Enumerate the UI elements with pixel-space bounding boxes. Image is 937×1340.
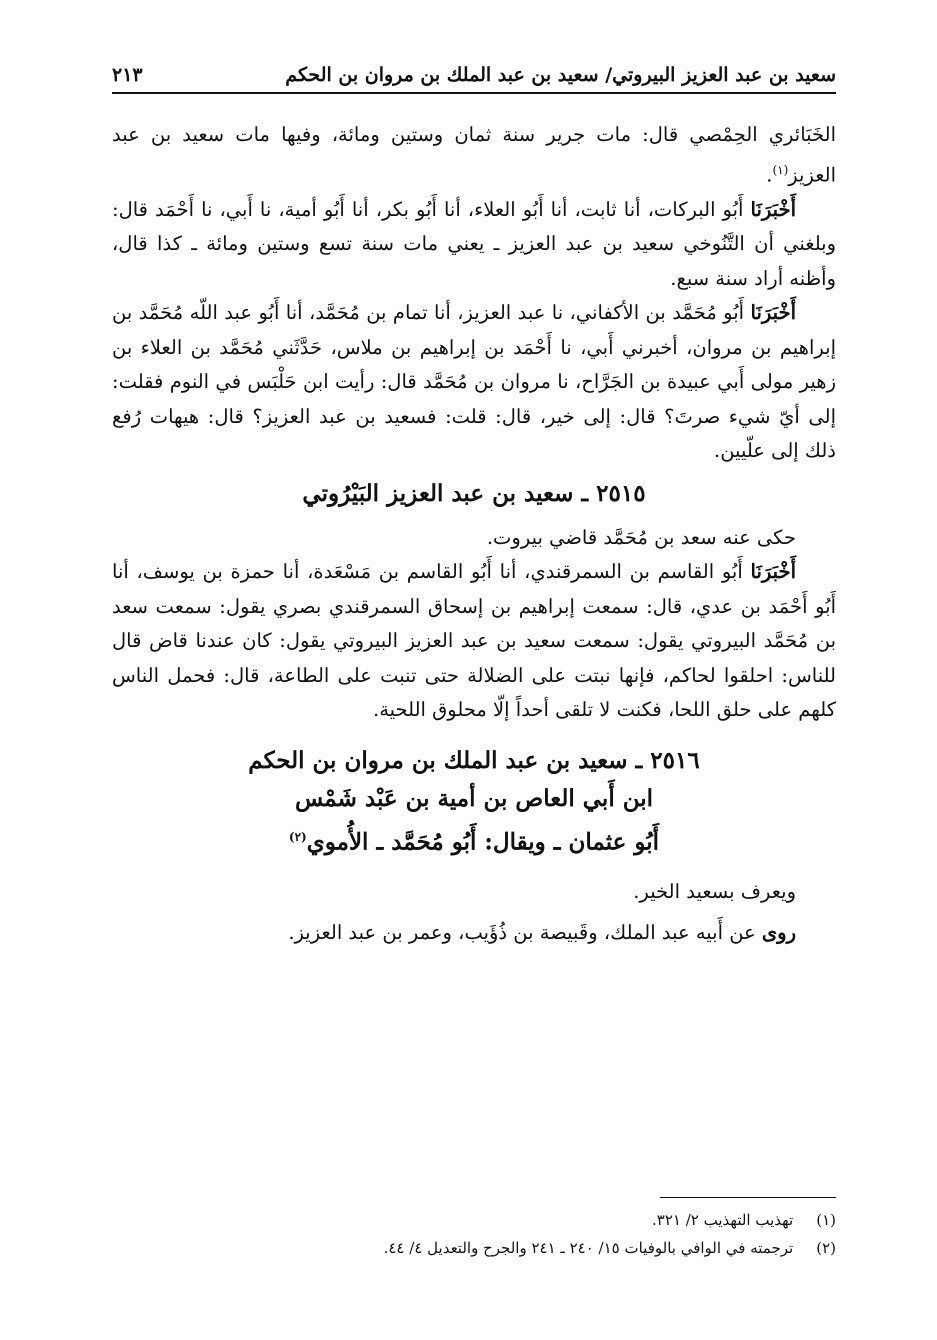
footnote-ref-1[interactable]: (١) [772, 162, 789, 177]
paragraph-text: أَبُو البركات، أنا ثابت، أنا أَبُو العلاء، أنا أَبُو بكر، أنا أَبُو أمية، نا أَبي، نا أَحْمَد قال: وبلغني أن التَّنُوخي سعيد بن عبد العزيز ـ يعني مات سنة تسع وستين ومائة ـ كذا قال، وأظنه أراد سنة سبع. [112, 197, 836, 290]
paragraph-2516-1 [112, 875, 836, 910]
footnote-1 [112, 1206, 836, 1234]
section-title-2515: ٢٥١٥ ـ سعيد بن عبد العزيز البَيْرُوتي [302, 479, 646, 507]
footnote-2 [112, 1234, 836, 1262]
paragraph-end: . [766, 163, 773, 186]
paragraph-text: ويعرف بسعيد الخير. [633, 880, 796, 904]
paragraph-text: حكى عنه سعد بن مُحَمَّد قاضي بيروت. [486, 525, 796, 549]
footnote-ref-2[interactable]: (٢) [288, 829, 307, 844]
footnote-text: تهذيب التهذيب ٢/ ٣٢١. [652, 1211, 794, 1229]
page-number: ٢١٣ [112, 64, 143, 86]
page-header-area [112, 56, 836, 86]
page-body [112, 118, 836, 950]
paragraph-text: عن أَبيه عبد الملك، وقَبيصة بن ذُؤَيب، وعمر بن عبد العزيز. [288, 920, 756, 944]
paragraph-2515-1 [112, 521, 836, 556]
running-title: سعيد بن عبد العزيز البيروتي/ سعيد بن عبد الملك بن مروان بن الحكم [285, 64, 836, 86]
paragraph-1 [112, 118, 836, 193]
footnote-text: ترجمته في الوافي بالوفيات ١٥/ ٢٤٠ ـ ٢٤١ والجرح والتعديل ٤/ ٤٤. [383, 1239, 794, 1257]
paragraph-lead: أَخْبَرَنَا [750, 197, 797, 221]
section-title-line-3-wrap [112, 818, 836, 862]
footnote-number: (٢) [816, 1239, 836, 1257]
section-title-line-3: أَبُو عثمان ـ ويقال: أَبُو مُحَمَّد ـ الأُموي [306, 828, 660, 856]
paragraph-2 [112, 193, 836, 297]
paragraph-text: أَبُو مُحَمَّد بن الأكفاني، نا عبد العزيز، أنا تمام بن مُحَمَّد، أنا أَبُو عبد اللّه مُحَمَّد بن إبراهيم بن مروان، أخبرني أَبي، نا أَحْمَد بن إبراهيم بن ملاس، حَدَّثَني مُحَمَّد بن العلاء بن زهير مولى أَبي عبيدة بن الجَرَّاح، نا مروان بن مُحَمَّد قال: رأيت ابن حَلْبَس في النوم فقلت: إلى أيّ شيء صرتَ؟ قال: إلى خير، قال: قلت: فسعيد بن عبد العزيز؟ قال: هيهات رُفع ذلك إلى علّيين. [112, 301, 836, 462]
header-rule [112, 92, 836, 94]
paragraph-2516-2 [112, 916, 836, 951]
footnote-rule [660, 1197, 836, 1198]
paragraph-text: الخَبَائري الحِمْصي قال: مات جرير سنة ثمان وستين ومائة، وفيها مات سعيد بن عبد العزيز [112, 123, 836, 186]
paragraph-lead: أَخْبَرَنَا [750, 301, 796, 324]
running-header [112, 56, 836, 86]
footnotes [112, 1206, 836, 1262]
paragraph-lead: روى [761, 920, 796, 944]
section-title-line-1: ٢٥١٦ ـ سعيد بن عبد الملك بن مروان بن الحكم [248, 746, 700, 774]
paragraph-3 [112, 296, 836, 469]
section-title-line-2: ابن أَبي العاص بن أمية بن عَبْد شَمْس [294, 784, 654, 812]
section-title-2516 [112, 742, 836, 862]
paragraph-text: أَبُو القاسم بن السمرقندي، أنا أَبُو القاسم بن مَسْعَدة، أنا حمزة بن يوسف، أنا أَبُو أَحْمَد بن عدي، قال: سمعت إبراهيم بن إسحاق السمرقندي بصري يقول: سمعت سعد بن مُحَمَّد البيروتي يقول: سمعت سعيد بن عبد العزيز البيروتي يقول: كان عندنا قاض قال للناس: احلقوا لحاكم، فإنها نبتت على الضلالة حتى تنبت على الطاعة، قال: فحمل الناس كلهم على حلق اللحا، فكنت لا تلقى أحداً إلّا محلوق اللحية. [112, 560, 836, 721]
footnote-number: (١) [816, 1211, 836, 1229]
paragraph-lead: أَخْبَرَنَا [750, 560, 796, 583]
paragraph-2515-2 [112, 555, 836, 728]
